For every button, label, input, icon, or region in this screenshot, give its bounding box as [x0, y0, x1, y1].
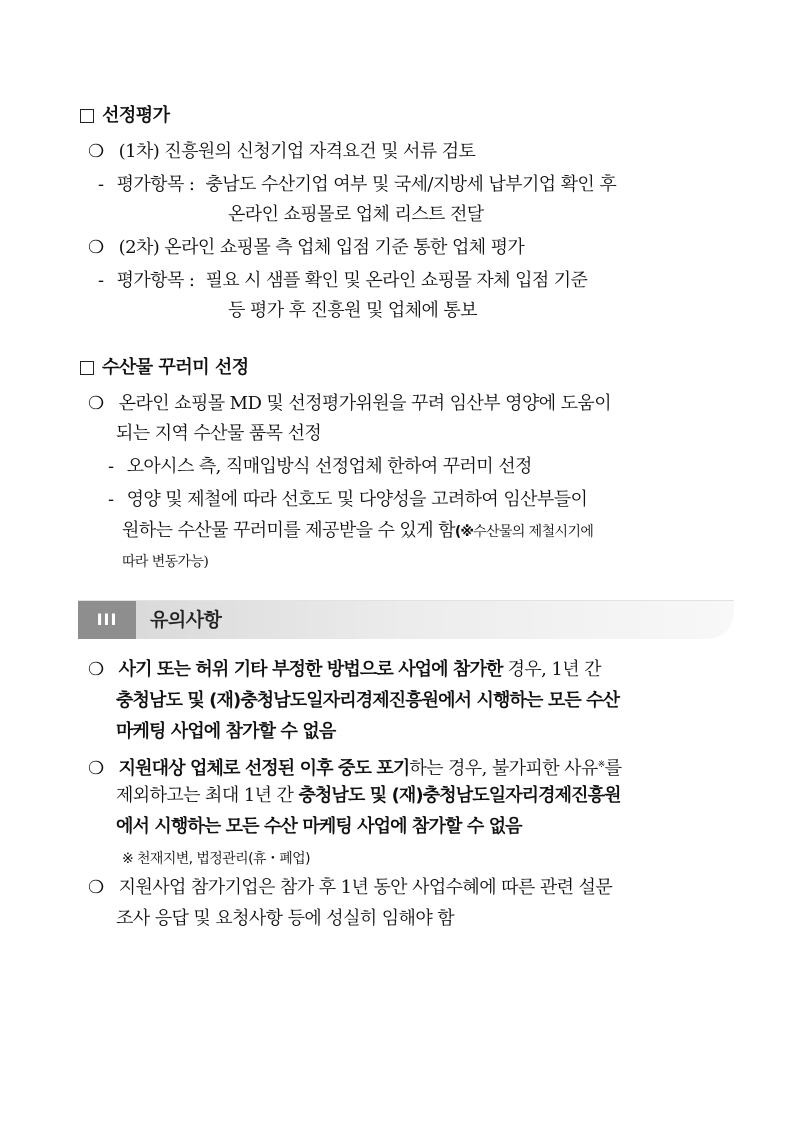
list-item: ❍ 지원대상 업체로 선정된 이후 중도 포기하는 경우, 불가피한 사유※를 — [88, 758, 622, 779]
circle-bullet-icon: ❍ — [88, 758, 104, 779]
list-item-continuation: 조사 응답 및 요청사항 등에 성실히 임해야 함 — [116, 908, 455, 929]
list-item-continuation: 충청남도 및 (재)충청남도일자리경제진흥원에서 시행하는 모든 수산 — [116, 690, 620, 711]
circle-bullet-icon: ❍ — [88, 877, 104, 898]
banner-number: III — [78, 601, 136, 639]
list-item: - 오아시스 측, 직매입방식 선정업체 한하여 꾸러미 선정 — [108, 456, 532, 477]
circle-bullet-icon: ❍ — [88, 659, 104, 680]
list-item: - 평가항목 : 필요 시 샘플 확인 및 온라인 쇼핑몰 자체 입점 기준 — [98, 270, 588, 291]
list-item: ❍ 지원사업 참가기업은 참가 후 1년 동안 사업수혜에 따른 관련 설문 — [88, 877, 613, 898]
list-item-continuation: 따라 변동가능) — [122, 554, 209, 570]
section-heading-selection: 선정평가 — [80, 104, 170, 128]
checkbox-square-icon — [80, 361, 94, 375]
circle-bullet-icon: ❍ — [88, 393, 104, 414]
section-heading-package: 수산물 꾸러미 선정 — [80, 356, 249, 380]
list-item: ❍ (2차) 온라인 쇼핑몰 측 업체 입점 기준 통한 업체 평가 — [88, 237, 525, 258]
section-banner — [78, 600, 734, 639]
list-item-continuation: 제외하고는 최대 1년 간 충청남도 및 (재)충청남도일자리경제진흥원 — [116, 785, 621, 806]
list-item: - 평가항목 : 충남도 수산기업 여부 및 국세/지방세 납부기업 확인 후 — [98, 174, 617, 195]
list-item: ❍ (1차) 진흥원의 신청기업 자격요건 및 서류 검토 — [88, 141, 476, 162]
list-item-continuation: 원하는 수산물 꾸러미를 제공받을 수 있게 함(※수산물의 제철시기에 — [122, 520, 594, 541]
banner-title: 유의사항 — [150, 609, 222, 631]
list-item: ❍ 온라인 쇼핑몰 MD 및 선정평가위원을 꾸려 임산부 영양에 도움이 — [88, 393, 612, 414]
circle-bullet-icon: ❍ — [88, 237, 104, 258]
list-item-continuation: 온라인 쇼핑몰로 업체 리스트 전달 — [228, 204, 484, 225]
list-item-continuation: 등 평가 후 진흥원 및 업체에 통보 — [228, 300, 477, 321]
list-item: ❍ 사기 또는 허위 기타 부정한 방법으로 사업에 참가한 경우, 1년 간 — [88, 659, 601, 680]
checkbox-square-icon — [80, 109, 94, 123]
list-item-continuation: 에서 시행하는 모든 수산 마케팅 사업에 참가할 수 없음 — [116, 816, 522, 837]
footnote: ※ 천재지변, 법정관리(휴・폐업) — [122, 851, 310, 867]
list-item-continuation: 마케팅 사업에 참가할 수 없음 — [116, 721, 336, 742]
list-item-continuation: 되는 지역 수산물 품목 선정 — [116, 423, 322, 444]
circle-bullet-icon: ❍ — [88, 141, 104, 162]
list-item: - 영양 및 제철에 따라 선호도 및 다양성을 고려하여 임산부들이 — [108, 489, 588, 510]
